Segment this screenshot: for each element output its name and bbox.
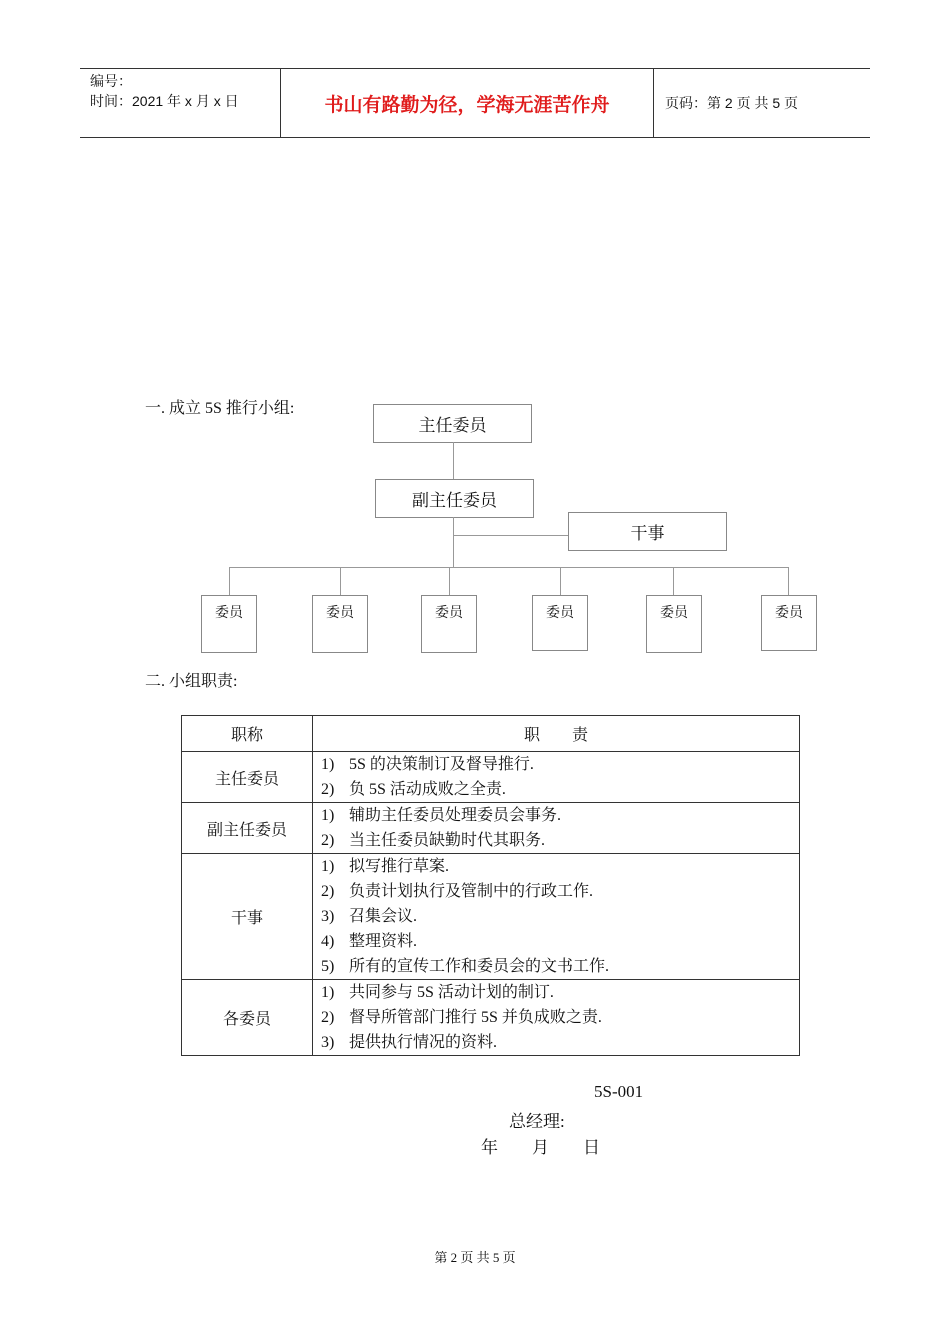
item-number: 1): [321, 756, 335, 773]
org-member-box: 委员: [312, 595, 368, 653]
item-number: 2): [321, 781, 335, 798]
org-member-box: 委员: [646, 595, 702, 653]
duty-item: [321, 854, 799, 879]
duty-cell: [313, 980, 800, 1056]
motto: 书山有路勤为径，学海无涯苦作舟: [281, 69, 654, 137]
table-row: [182, 980, 800, 1056]
duty-item: [321, 828, 799, 853]
org-member-box: 委员: [761, 595, 817, 651]
connector-line: [449, 567, 450, 595]
duty-item: [321, 954, 799, 979]
org-member-box: 委员: [421, 595, 477, 653]
connector-line: [229, 567, 230, 595]
role-cell: 主任委员: [182, 752, 313, 803]
page-indicator: 页码：第 2 页 共 5 页: [665, 95, 799, 111]
duty-item: [321, 803, 799, 828]
item-number: 2): [321, 832, 335, 849]
date-line: 年 月 日: [481, 1138, 600, 1157]
manager-signature-label: 总经理:: [509, 1112, 565, 1131]
duty-cell: [313, 752, 800, 803]
item-number: 1): [321, 807, 335, 824]
connector-line: [229, 567, 789, 568]
item-text: 督导所管部门推行 5S 并负成败之责.: [349, 1009, 602, 1026]
item-number: 3): [321, 1034, 335, 1051]
number-label: 编号：: [90, 73, 132, 89]
item-number: 1): [321, 858, 335, 875]
role-cell: 副主任委员: [182, 803, 313, 854]
table-row: [182, 854, 800, 980]
connector-line: [560, 567, 561, 595]
section-one-heading: 一. 成立 5S 推行小组:: [145, 400, 295, 417]
duty-item: [321, 777, 799, 802]
item-text: 负 5S 活动成败之全责.: [349, 781, 506, 798]
item-number: 4): [321, 933, 335, 950]
item-number: 2): [321, 883, 335, 900]
duty-item: [321, 1005, 799, 1030]
item-text: 辅助主任委员处理委员会事务.: [349, 807, 562, 824]
page-footer: 第 2 页 共 5 页: [434, 1250, 516, 1265]
duty-item: [321, 980, 799, 1005]
duty-item: [321, 1030, 799, 1055]
item-text: 当主任委员缺勤时代其职务.: [349, 832, 546, 849]
org-secretary-box: 干事: [568, 512, 727, 551]
item-text: 所有的宣传工作和委员会的文书工作.: [349, 958, 610, 975]
document-code: 5S-001: [594, 1082, 644, 1101]
duty-table: [181, 715, 800, 1056]
header-duty: 职 责: [313, 716, 800, 752]
org-member-box: 委员: [532, 595, 588, 651]
item-text: 负责计划执行及管制中的行政工作.: [349, 883, 594, 900]
page-header: [80, 68, 870, 138]
item-text: 整理资料.: [349, 933, 418, 950]
item-number: 5): [321, 958, 335, 975]
time-label: 时间：2021 年 x 月 x 日: [90, 93, 239, 109]
item-text: 5S 的决策制订及督导推行.: [349, 756, 534, 773]
connector-line: [454, 535, 568, 536]
header-title: 职称: [182, 716, 313, 752]
item-number: 1): [321, 984, 335, 1001]
header-meta-cell: [80, 69, 281, 137]
connector-line: [340, 567, 341, 595]
duty-item: [321, 752, 799, 777]
role-cell: 干事: [182, 854, 313, 980]
duty-cell: [313, 854, 800, 980]
table-row: [182, 752, 800, 803]
org-deputy-box: 副主任委员: [375, 479, 534, 518]
item-text: 共同参与 5S 活动计划的制订.: [349, 984, 554, 1001]
duty-item: [321, 929, 799, 954]
connector-line: [788, 567, 789, 595]
duty-item: [321, 904, 799, 929]
item-text: 拟写推行草案.: [349, 858, 450, 875]
section-two-heading: 二. 小组职责:: [145, 673, 238, 690]
org-member-box: 委员: [201, 595, 257, 653]
role-cell: 各委员: [182, 980, 313, 1056]
connector-line: [453, 517, 454, 567]
duty-cell: [313, 803, 800, 854]
table-row: [182, 803, 800, 854]
item-number: 3): [321, 908, 335, 925]
duty-item: [321, 879, 799, 904]
item-number: 2): [321, 1009, 335, 1026]
connector-line: [673, 567, 674, 595]
org-director-box: 主任委员: [373, 404, 532, 443]
item-text: 召集会议.: [349, 908, 418, 925]
table-header-row: [182, 716, 800, 752]
connector-line: [453, 442, 454, 479]
item-text: 提供执行情况的资料.: [349, 1034, 498, 1051]
